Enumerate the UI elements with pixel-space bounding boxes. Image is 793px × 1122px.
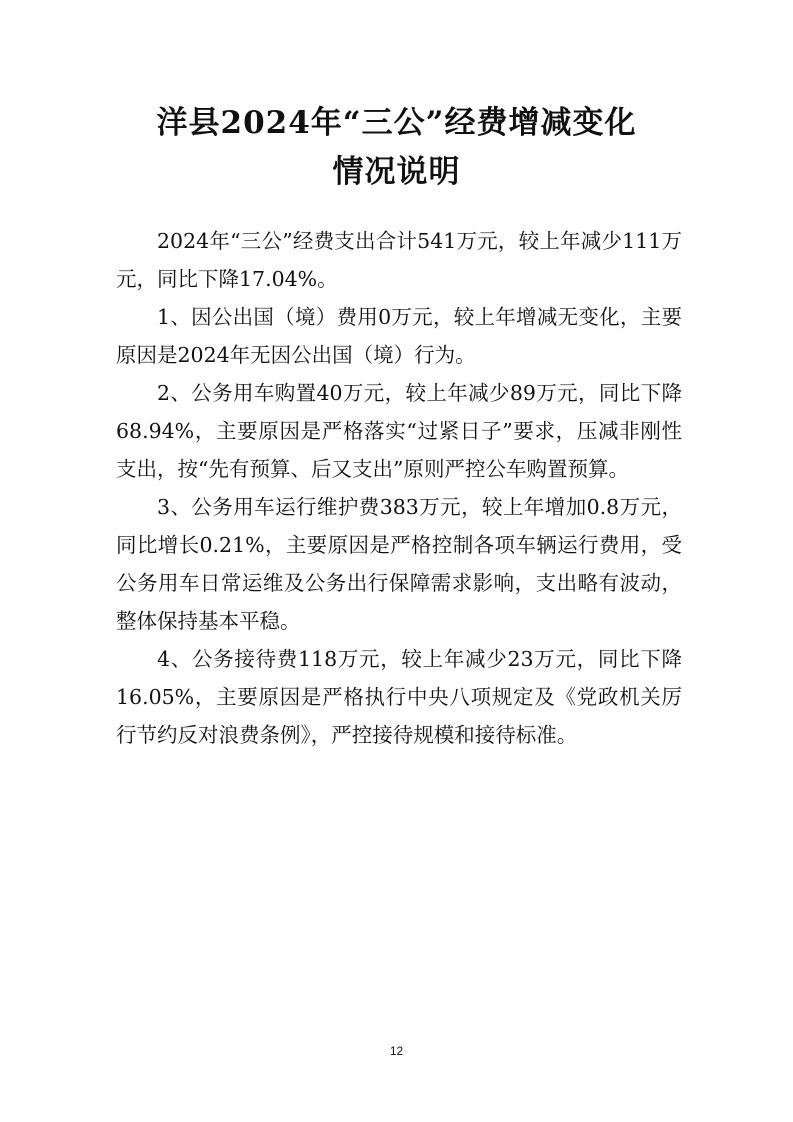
paragraph-summary: 2024年“三公”经费支出合计541万元，较上年减少111万元，同比下降17.04%。: [116, 229, 682, 291]
paragraph-vehicle-maintenance: 3、公务用车运行维护费383万元，较上年增加0.8万元，同比增长0.21%，主要原因是严格控制各项车辆运行费用，受公务用车日常运维及公务出行保障需求影响，支出略有波动，整体保持基本平稳。: [116, 495, 682, 633]
paragraph-vehicle-purchase: 2、公务用车购置40万元，较上年减少89万元，同比下降68.94%，主要原因是严格落实“过紧日子”要求，压减非刚性支出，按“先有预算、后又支出”原则严控公车购置预算。: [116, 381, 682, 481]
document-title-line-2: 情况说明: [332, 154, 461, 190]
paragraph-reception-expense: 4、公务接待费118万元，较上年减少23万元，同比下降16.05%，主要原因是严格执行中央八项规定及《党政机关厉行节约反对浪费条例》，严控接待规模和接待标准。: [116, 647, 682, 747]
page-number: 12: [389, 1044, 404, 1058]
document-title-line-1: 洋县2024年“三公”经费增减变化: [156, 105, 637, 141]
paragraph-overseas-travel: 1、因公出国（境）费用0万元，较上年增减无变化，主要原因是2024年无因公出国（境）行为。: [116, 305, 682, 367]
document-body: [116, 222, 682, 754]
